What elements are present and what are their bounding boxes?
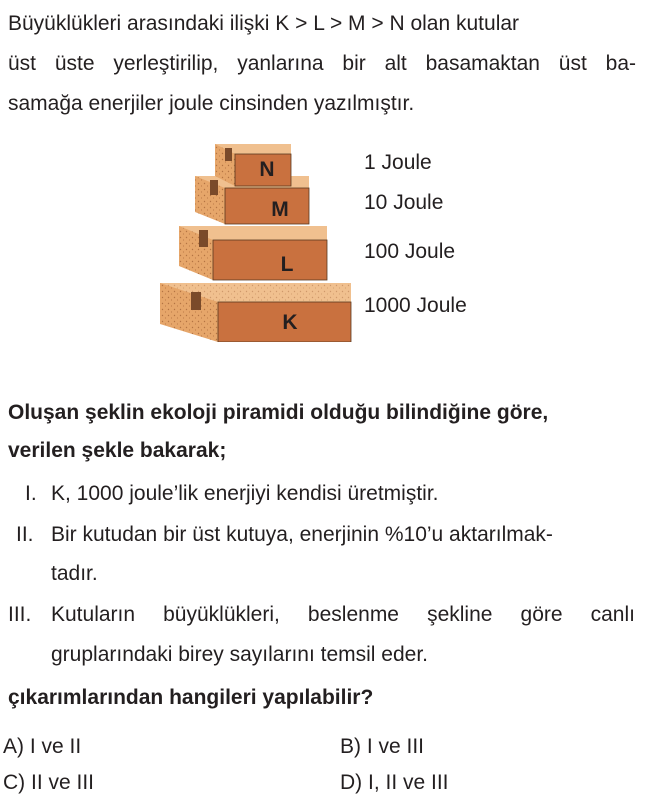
statement-3-number: III. [8, 603, 32, 626]
energy-label-n: 1 Joule [364, 151, 432, 174]
box-m-letter: M [271, 198, 289, 221]
energy-label-m: 10 Joule [364, 191, 444, 214]
statement-2-text: Bir kutudan bir üst kutuya, enerjinin %10’u aktarılmak- [51, 523, 553, 546]
box-n [215, 144, 291, 186]
intro-line: Büyüklükleri arasındaki ilişki K > L > M > N olan kutular [8, 12, 520, 35]
box-k-letter: K [282, 311, 298, 334]
statement-2-text-cont: tadır. [51, 562, 98, 585]
box-l-letter: L [280, 253, 294, 276]
statement-3-text: Kutuların büyüklükleri, beslenme şekline göre canlı [51, 603, 635, 626]
box-pyramid-figure [155, 140, 355, 342]
box-l-front [213, 240, 327, 280]
intro-line: üst üste yerleştirilip, yanlarına bir alt basamaktan üst ba- [8, 52, 636, 75]
intro-paragraph [8, 4, 636, 124]
option-c[interactable]: C) II ve III [3, 771, 95, 794]
box-l [179, 226, 327, 280]
statement-1-text: K, 1000 joule’lik enerjiyi kendisi üretmiştir. [51, 482, 439, 505]
statement-3-text-cont: gruplarındaki birey sayılarını temsil eder. [51, 643, 429, 666]
question-prompt: çıkarımlarından hangileri yapılabilir? [8, 686, 374, 709]
box-k-tape [191, 292, 201, 310]
box-n-letter: N [259, 158, 275, 181]
question-line: verilen şekle bakarak; [8, 439, 227, 462]
box-k [160, 283, 351, 342]
question-line: Oluşan şeklin ekoloji piramidi olduğu bilindiğine göre, [8, 401, 549, 424]
statement-2-number: II. [16, 523, 34, 546]
intro-line: samağa enerjiler joule cinsinden yazılmıştır. [8, 92, 415, 115]
option-b[interactable]: B) I ve III [340, 735, 425, 758]
energy-label-l: 100 Joule [364, 240, 456, 263]
box-n-tape [225, 148, 232, 161]
option-a[interactable]: A) I ve II [3, 735, 82, 758]
question-stem [8, 394, 638, 470]
box-m-tape [210, 180, 218, 195]
statement-1-number: I. [25, 482, 37, 505]
energy-label-k: 1000 Joule [364, 294, 467, 317]
box-m-front [225, 188, 309, 224]
option-d[interactable]: D) I, II ve III [340, 771, 449, 794]
box-l-tape [199, 230, 208, 247]
